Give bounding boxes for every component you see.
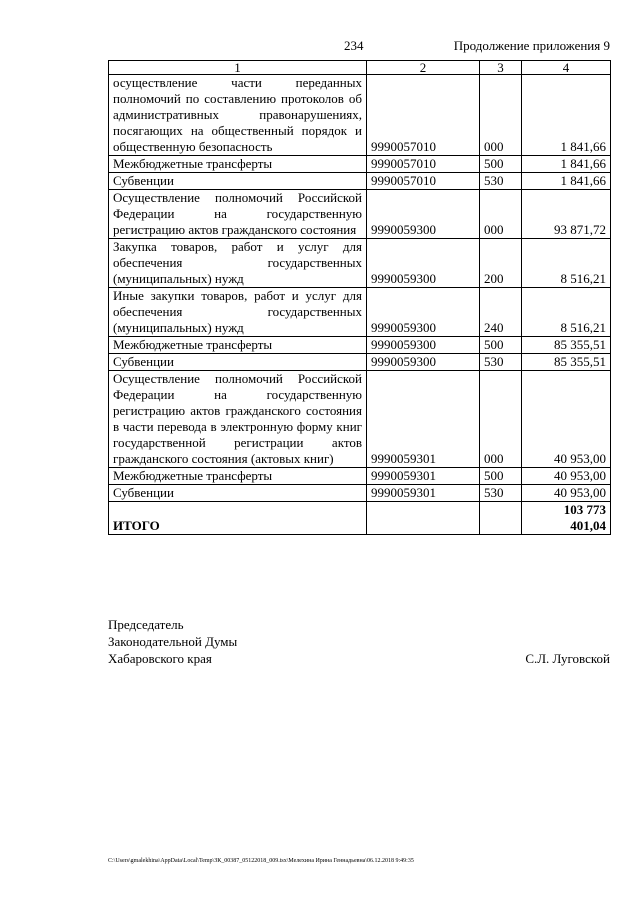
table-header-row bbox=[109, 61, 611, 75]
table-body bbox=[109, 75, 611, 502]
table-row bbox=[109, 337, 611, 354]
budget-table bbox=[108, 60, 611, 535]
row-amount-cell: 40 953,00 bbox=[522, 371, 611, 468]
row-amount-cell: 8 516,21 bbox=[522, 288, 611, 337]
row-vr-cell: 530 bbox=[480, 485, 522, 502]
row-vr-cell: 240 bbox=[480, 288, 522, 337]
column-header-4: 4 bbox=[522, 61, 611, 75]
row-csr-cell: 9990059301 bbox=[367, 371, 480, 468]
table-row bbox=[109, 485, 611, 502]
row-csr-cell: 9990057010 bbox=[367, 156, 480, 173]
row-csr-cell: 9990059300 bbox=[367, 354, 480, 371]
row-csr-cell: 9990059301 bbox=[367, 468, 480, 485]
row-csr-cell: 9990059301 bbox=[367, 485, 480, 502]
row-vr-cell: 000 bbox=[480, 371, 522, 468]
row-amount-cell: 1 841,66 bbox=[522, 173, 611, 190]
row-name-cell: Субвенции bbox=[109, 485, 367, 502]
page-header bbox=[108, 38, 610, 54]
row-vr-cell: 530 bbox=[480, 354, 522, 371]
row-csr-cell: 9990059300 bbox=[367, 337, 480, 354]
table-row bbox=[109, 173, 611, 190]
file-path-footer: C:\Users\gmalekhina\AppData\Local\Temp\ЗК_00387_05122018_009.tsx\Мелехина Ирина Геннадьевна\06.12.2018 9:49:35 bbox=[108, 858, 414, 864]
row-csr-cell: 9990057010 bbox=[367, 173, 480, 190]
total-empty-cell bbox=[480, 502, 522, 535]
row-name-cell: Осуществление полномочий Российской Федерации на государственную регистрацию актов гражданского состояния bbox=[109, 190, 367, 239]
signatory-title-line-3: Хабаровского края bbox=[108, 651, 212, 666]
row-name-cell: Межбюджетные трансферты bbox=[109, 156, 367, 173]
column-header-3: 3 bbox=[480, 61, 522, 75]
signatory-title-line-2: Законодательной Думы bbox=[108, 634, 238, 649]
total-amount: 103 773 401,04 bbox=[522, 502, 611, 535]
row-csr-cell: 9990059300 bbox=[367, 190, 480, 239]
row-csr-cell: 9990059300 bbox=[367, 239, 480, 288]
table-row bbox=[109, 288, 611, 337]
appendix-continuation: Продолжение приложения 9 bbox=[453, 38, 610, 53]
row-amount-cell: 40 953,00 bbox=[522, 485, 611, 502]
row-name-cell: Межбюджетные трансферты bbox=[109, 468, 367, 485]
column-header-1: 1 bbox=[109, 61, 367, 75]
row-name-cell: осуществление части переданных полномочий по составлению протоколов об административных правонарушениях, посягающих на общественный порядок и общественную безопасность bbox=[109, 75, 367, 156]
page-number: 234 bbox=[344, 38, 364, 53]
row-vr-cell: 530 bbox=[480, 173, 522, 190]
row-amount-cell: 93 871,72 bbox=[522, 190, 611, 239]
table-row bbox=[109, 371, 611, 468]
row-name-cell: Осуществление полномочий Российской Федерации на государственную регистрацию актов гражданского состояния в части перевода в электронную форму книг государственной регистрации актов гражданского состояния (актовых книг) bbox=[109, 371, 367, 468]
signature-block bbox=[108, 616, 610, 667]
row-csr-cell: 9990059300 bbox=[367, 288, 480, 337]
row-vr-cell: 500 bbox=[480, 468, 522, 485]
row-vr-cell: 500 bbox=[480, 156, 522, 173]
row-vr-cell: 200 bbox=[480, 239, 522, 288]
row-amount-cell: 40 953,00 bbox=[522, 468, 611, 485]
row-vr-cell: 500 bbox=[480, 337, 522, 354]
table-row bbox=[109, 75, 611, 156]
column-header-2: 2 bbox=[367, 61, 480, 75]
row-amount-cell: 85 355,51 bbox=[522, 337, 611, 354]
row-vr-cell: 000 bbox=[480, 75, 522, 156]
row-amount-cell: 1 841,66 bbox=[522, 156, 611, 173]
total-row bbox=[109, 502, 611, 535]
table-row bbox=[109, 239, 611, 288]
row-amount-cell: 8 516,21 bbox=[522, 239, 611, 288]
signatory-title-line-1: Председатель bbox=[108, 617, 184, 632]
row-name-cell: Межбюджетные трансферты bbox=[109, 337, 367, 354]
table-row bbox=[109, 468, 611, 485]
row-name-cell: Закупка товаров, работ и услуг для обеспечения государственных (муниципальных) нужд bbox=[109, 239, 367, 288]
row-name-cell: Иные закупки товаров, работ и услуг для обеспечения государственных (муниципальных) нужд bbox=[109, 288, 367, 337]
row-name-cell: Субвенции bbox=[109, 173, 367, 190]
table-row bbox=[109, 156, 611, 173]
row-amount-cell: 1 841,66 bbox=[522, 75, 611, 156]
row-amount-cell: 85 355,51 bbox=[522, 354, 611, 371]
total-empty-cell bbox=[367, 502, 480, 535]
signatory-name: С.Л. Луговской bbox=[525, 651, 610, 666]
table-row bbox=[109, 190, 611, 239]
row-name-cell: Субвенции bbox=[109, 354, 367, 371]
row-vr-cell: 000 bbox=[480, 190, 522, 239]
table-row bbox=[109, 354, 611, 371]
total-label: ИТОГО bbox=[109, 502, 367, 535]
row-csr-cell: 9990057010 bbox=[367, 75, 480, 156]
